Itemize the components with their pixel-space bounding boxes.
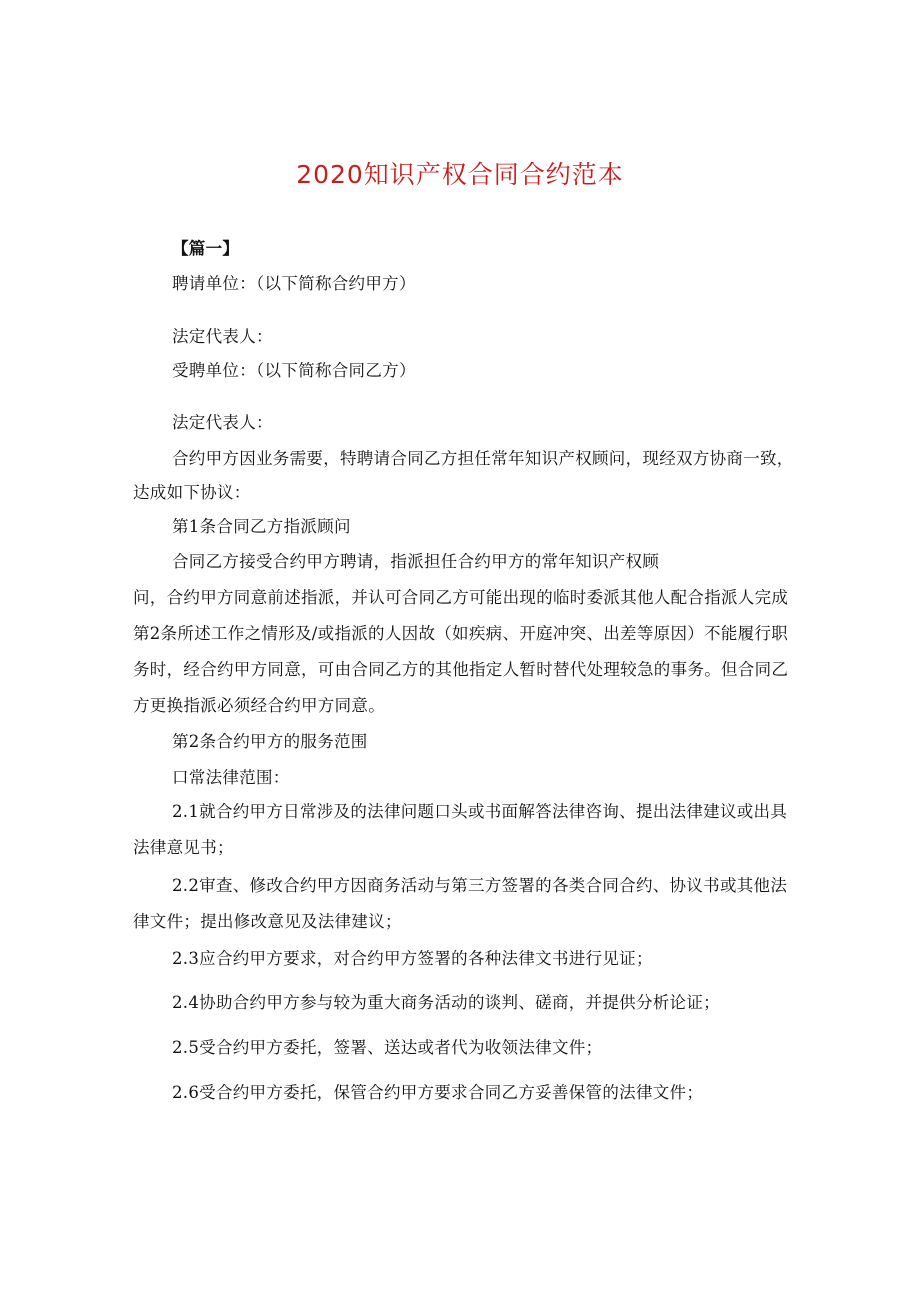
item-2-2-line: 2.2审查、修改合约甲方因商务活动与第三方签署的各类合同合约、协议书或其他法 [172, 876, 788, 895]
document-title: 2020知识产权合同合约范本 [296, 160, 624, 189]
article-1-paragraph-line: 务时，经合约甲方同意，可由合同乙方的其他指定人暂时替代处理较急的事务。但合同乙 [133, 660, 789, 679]
employer-representative: 法定代表人： [172, 327, 273, 346]
intro-paragraph-line: 达成如下协议： [133, 483, 251, 502]
intro-paragraph-line: 合约甲方因业务需要，特聘请合同乙方担任常年知识产权顾问，现经双方协商一致， [172, 449, 794, 468]
item-2-6: 2.6受合约甲方委托，保管合约甲方要求合同乙方妥善保管的法律文件； [172, 1083, 704, 1102]
item-2-3: 2.3应合约甲方要求，对合约甲方签署的各种法律文书进行见证； [172, 949, 653, 968]
article-1-paragraph-line: 合同乙方接受合约甲方聘请，指派担任合约甲方的常年知识产权顾 [172, 552, 660, 571]
employer-unit: 聘请单位：（以下简称合约甲方） [172, 274, 416, 293]
employee-representative: 法定代表人： [172, 413, 273, 432]
article-1-paragraph-line: 问，合约甲方同意前述指派，并认可合同乙方可能出现的临时委派其他人配合指派人完成 [133, 588, 789, 607]
article-1-title: 第1条合同乙方指派顾问 [172, 517, 351, 536]
article-2-subheading: 口常法律范围： [172, 768, 290, 787]
article-1-paragraph-line: 第2条所述工作之情形及/或指派的人因故（如疾病、开庭冲突、出差等原因）不能履行职 [133, 624, 789, 643]
item-2-1-line: 法律意见书； [133, 838, 234, 857]
article-2-title: 第2条合约甲方的服务范围 [172, 732, 368, 751]
employee-unit: 受聘单位：（以下简称合同乙方） [172, 361, 416, 380]
article-1-paragraph-line: 方更换指派必须经合约甲方同意。 [133, 696, 385, 715]
item-2-1-line: 2.1就合约甲方日常涉及的法律问题口头或书面解答法律咨询、提出法律建议或出具 [172, 802, 788, 821]
item-2-5: 2.5受合约甲方委托，签署、送达或者代为收领法律文件； [172, 1038, 603, 1057]
item-2-2-line: 律文件；提出修改意见及法律建议； [133, 912, 402, 931]
section-label: 【篇一】 [172, 239, 240, 258]
item-2-4: 2.4协助合约甲方参与较为重大商务活动的谈判、磋商，并提供分析论证； [172, 993, 720, 1012]
